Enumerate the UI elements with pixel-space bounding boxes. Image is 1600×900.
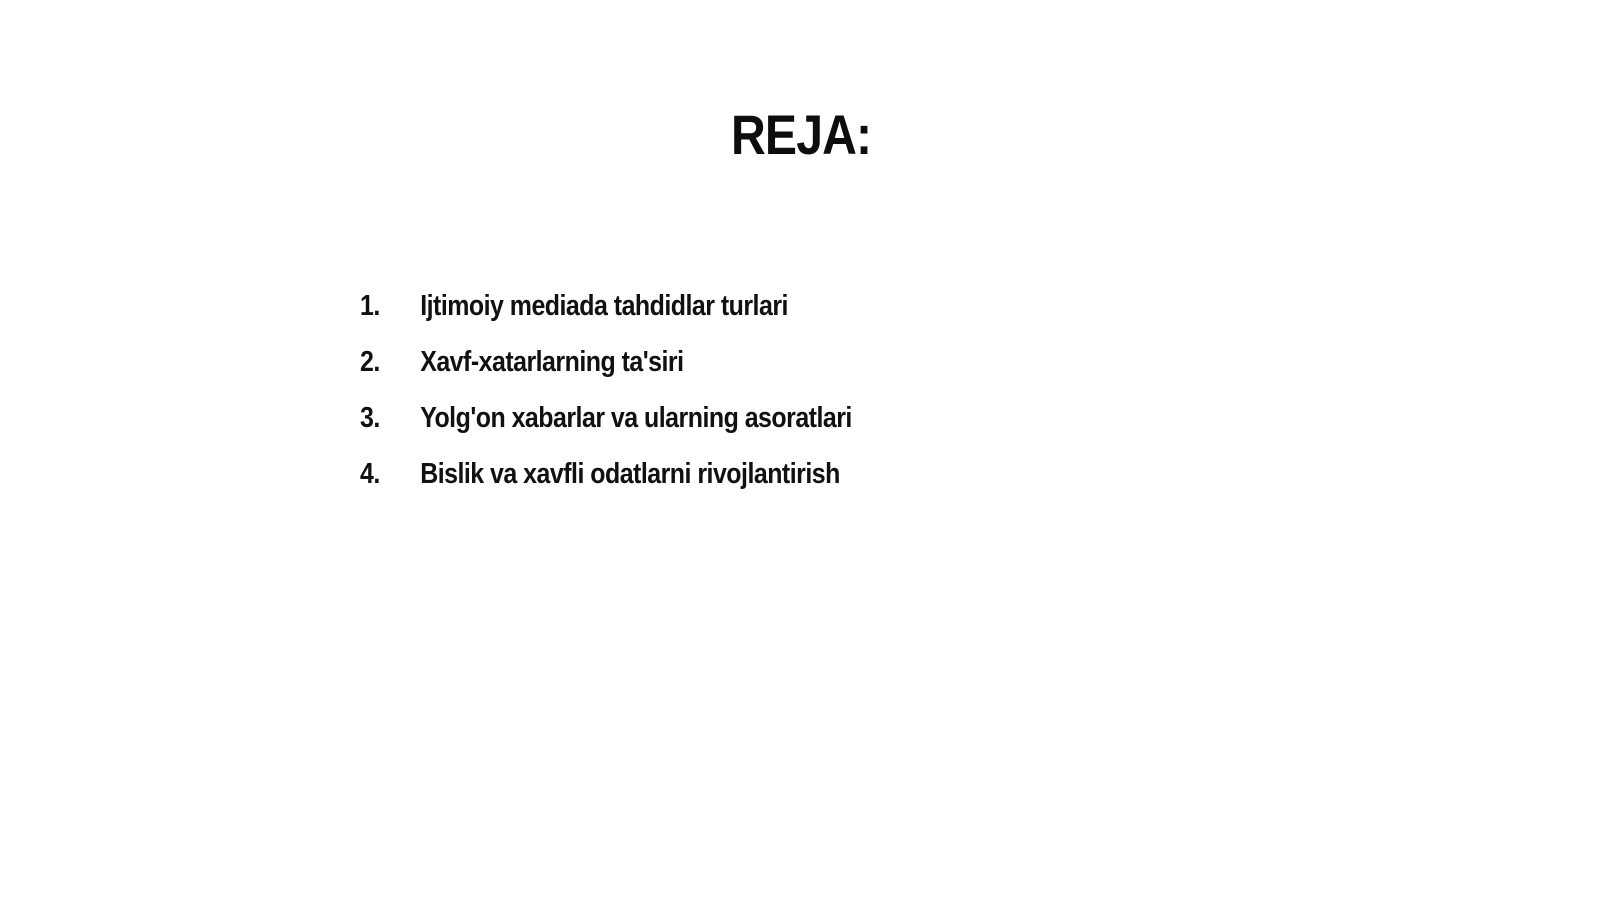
list-item-text: Bislik va xavfli odatlarni rivojlantirish — [420, 458, 840, 490]
list-item — [360, 456, 852, 512]
list-item-number: 3. — [360, 402, 380, 434]
list-item-text: Xavf-xatarlarning ta'siri — [420, 346, 684, 378]
list-item-number: 4. — [360, 458, 380, 490]
list-item-text: Yolg'on xabarlar va ularning asoratlari — [420, 402, 852, 434]
list-item-number: 1. — [360, 290, 380, 322]
list-item-number: 2. — [360, 346, 380, 378]
list-item — [360, 344, 852, 400]
list-item-text: Ijtimoiy mediada tahdidlar turlari — [420, 290, 788, 322]
list-item — [360, 400, 852, 456]
list-item — [360, 288, 852, 344]
slide-title: REJA: — [731, 103, 872, 166]
plan-list — [360, 288, 932, 512]
